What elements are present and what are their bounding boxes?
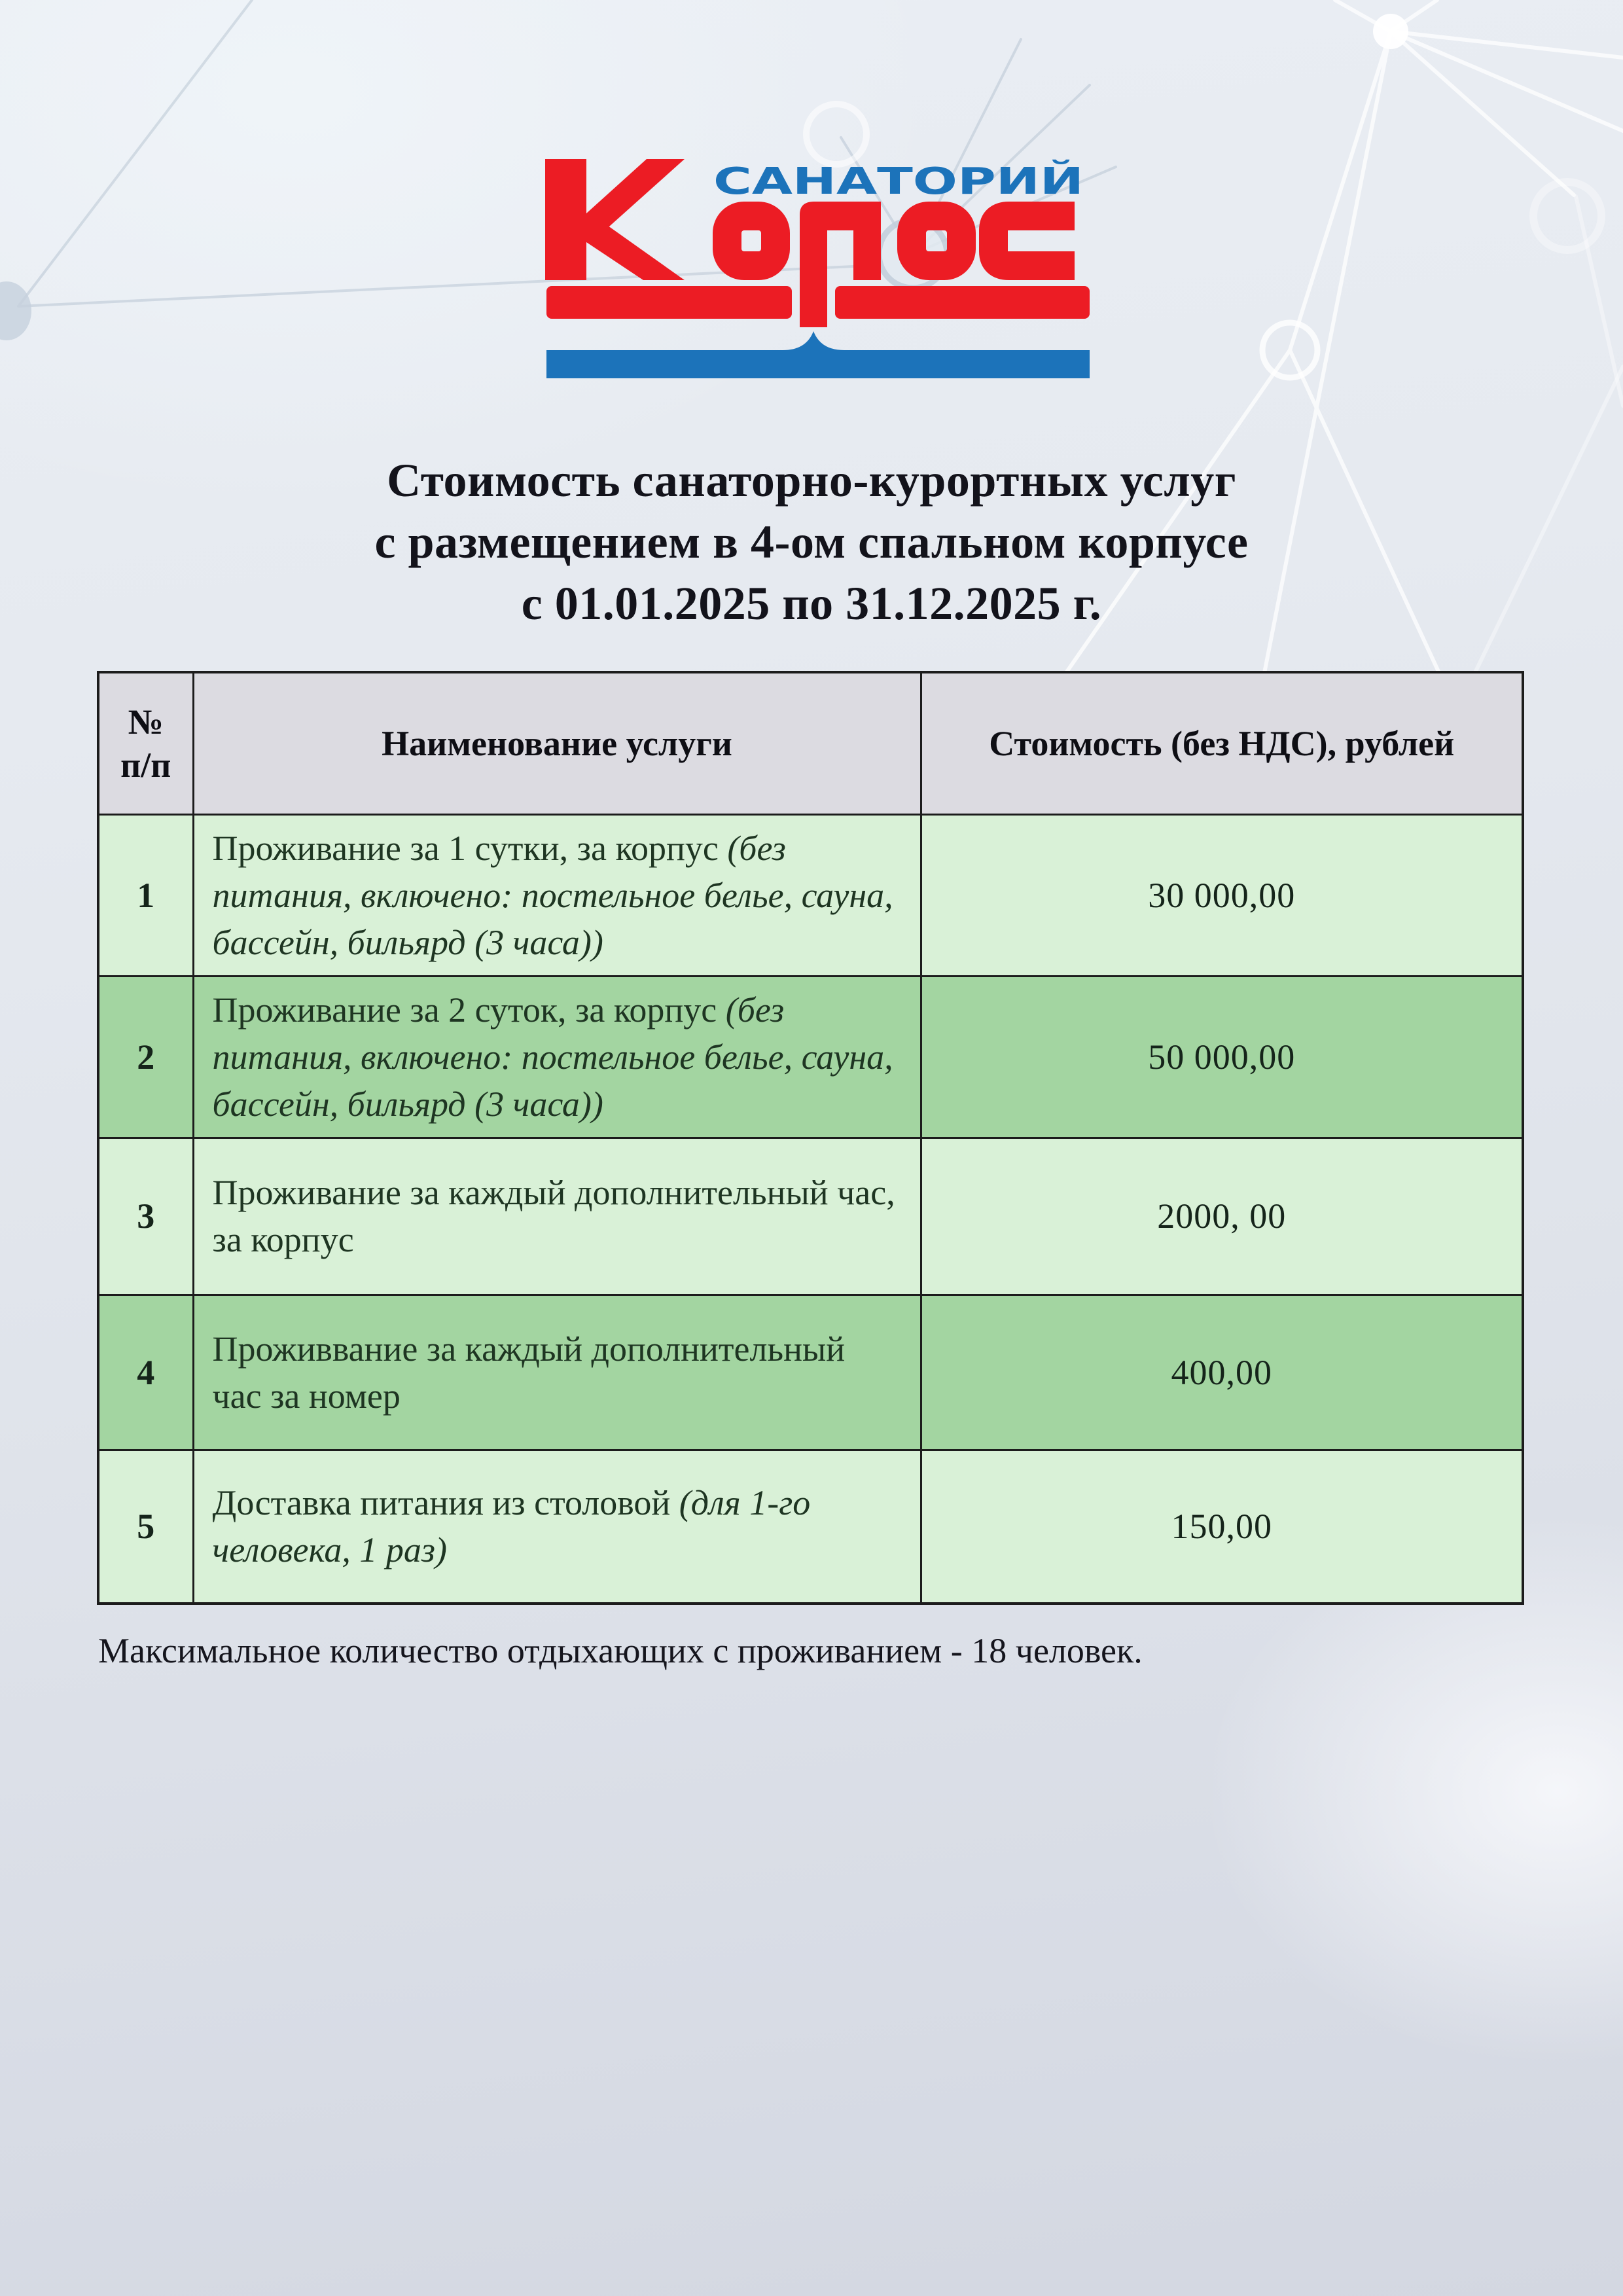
service-text: Проживание за 1 сутки, за корпус [212, 828, 728, 868]
plexus-white-lines [1061, 0, 1623, 759]
service-text: Доставка питания из столовой [212, 1483, 679, 1523]
logo-blue-bar [546, 331, 1090, 378]
service-text: Проживвание за каждый дополнительный час за номер [212, 1329, 846, 1416]
title-line-3: с 01.01.2025 по 31.12.2025 г. [521, 577, 1102, 630]
service-text: Проживание за каждый дополнительный час, за корпус [212, 1173, 895, 1259]
table-row [98, 1295, 1523, 1450]
service-name [193, 1450, 921, 1604]
service-price: 30 000,00 [921, 814, 1523, 976]
service-name [193, 976, 921, 1138]
service-note: (без питания, включено: постельное белье, сауна, бассейн, бильярд (3 часа)) [212, 828, 893, 962]
service-name [193, 1295, 921, 1450]
service-price: 400,00 [921, 1295, 1523, 1450]
header-price: Стоимость (без НДС), рублей [921, 672, 1523, 814]
plexus-white-node [1373, 14, 1408, 49]
table-row [98, 976, 1523, 1138]
table-row [98, 814, 1523, 976]
row-number: 5 [98, 1450, 193, 1604]
price-table [97, 671, 1524, 1605]
table-row [98, 1138, 1523, 1295]
service-note: (для 1-го человека, 1 раз) [212, 1483, 811, 1570]
table-header-row [98, 672, 1523, 814]
row-number: 1 [98, 814, 193, 976]
plexus-white-ring [1262, 323, 1317, 378]
service-price: 2000, 00 [921, 1138, 1523, 1295]
table-row [98, 1450, 1523, 1604]
service-name [193, 1138, 921, 1295]
service-note: (без питания, включено: постельное белье, сауна, бассейн, бильярд (3 часа)) [212, 990, 893, 1124]
row-number: 3 [98, 1138, 193, 1295]
title-line-2: с размещением в 4-ом спальном корпусе [374, 516, 1249, 568]
logo-top-word: САНАТОРИЙ [713, 160, 972, 203]
document-title [0, 450, 1623, 634]
service-name [193, 814, 921, 976]
plexus-faint-ring [1533, 182, 1601, 250]
header-service: Наименование услуги [193, 672, 921, 814]
header-num-bottom: п/п [120, 745, 171, 785]
header-num [98, 672, 193, 814]
sanatorium-kolos-logo [535, 149, 1092, 385]
header-num-top: № [128, 702, 164, 742]
service-price: 150,00 [921, 1450, 1523, 1604]
row-number: 2 [98, 976, 193, 1138]
kolos-logo-art [535, 149, 1092, 385]
service-price: 50 000,00 [921, 976, 1523, 1138]
title-line-1: Стоимость санаторно-курортных услуг [387, 454, 1236, 507]
row-number: 4 [98, 1295, 193, 1450]
plexus-gray-node [0, 281, 31, 340]
logo-letter-K [545, 159, 685, 280]
service-text: Проживание за 2 суток, за корпус [212, 990, 726, 1030]
footer-note: Максимальное количество отдыхающих с проживанием - 18 человек. [98, 1631, 1143, 1670]
